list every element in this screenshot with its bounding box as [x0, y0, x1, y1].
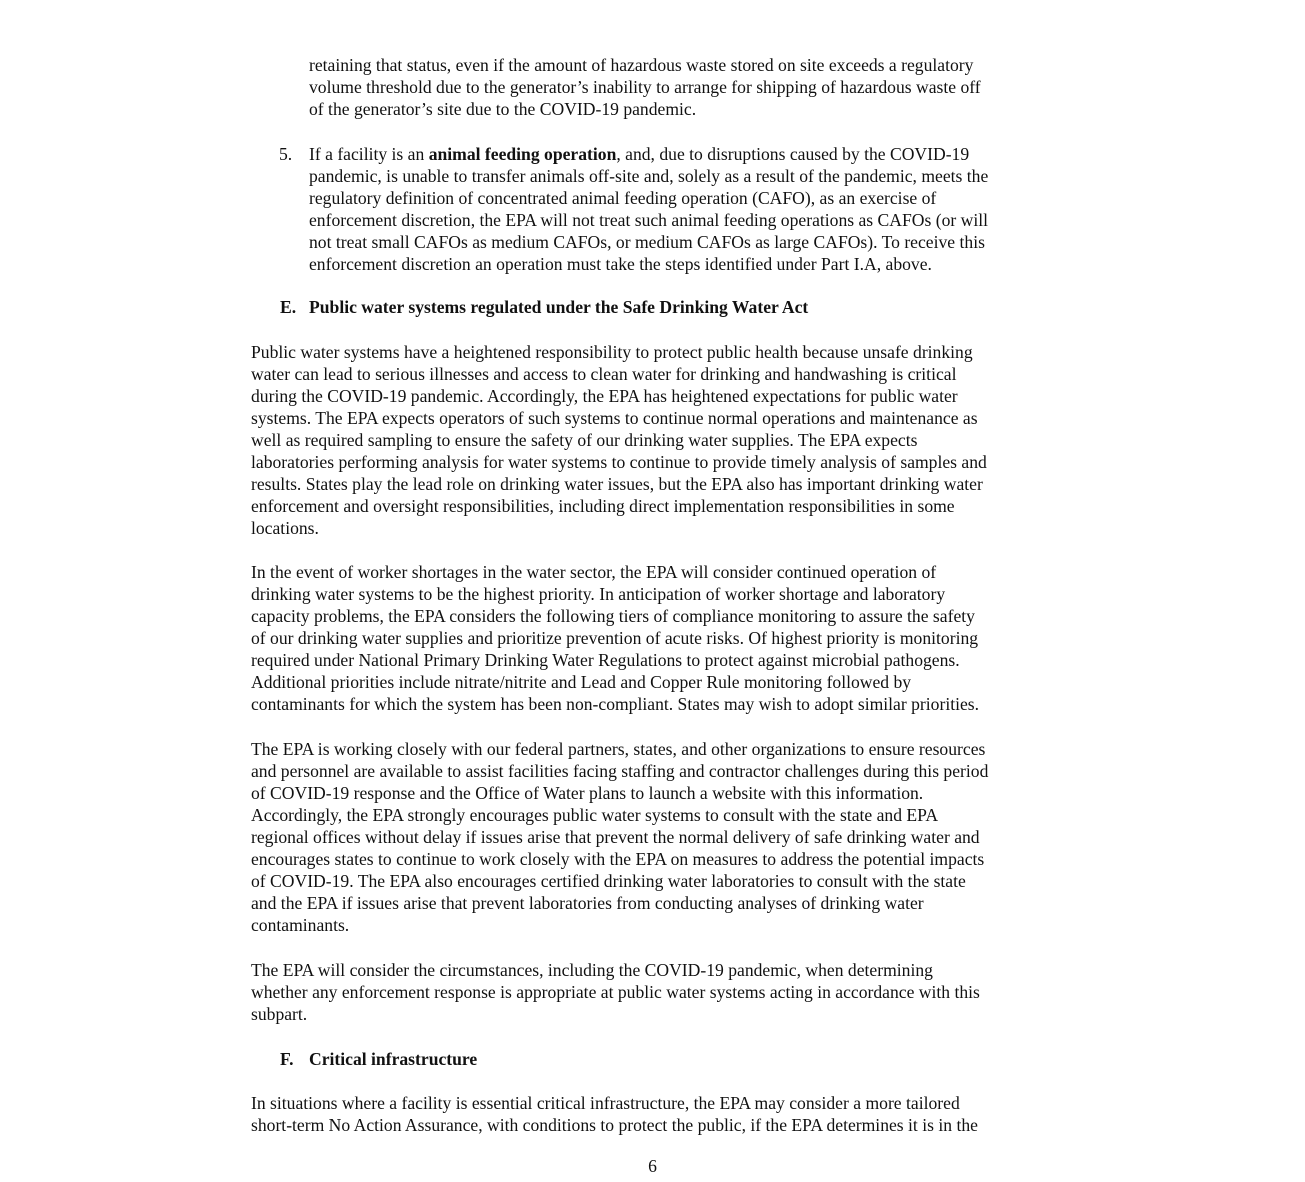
text-line: pandemic, is unable to transfer animals off-site and, solely as a result of the pandemic, meets the — [309, 166, 989, 186]
text-line: contaminants for which the system has been non-compliant. States may wish to adopt similar priorities. — [251, 694, 980, 714]
text-line: well as required sampling to ensure the safety of our drinking water supplies. The EPA expects — [251, 430, 918, 450]
bold-term: animal feeding operation — [428, 144, 617, 164]
paragraph — [251, 959, 980, 1025]
section-title: Public water systems regulated under the Safe Drinking Water Act — [309, 297, 809, 317]
text-line: contaminants. — [251, 915, 350, 935]
text-line: capacity problems, the EPA considers the following tiers of compliance monitoring to assure the safety — [251, 606, 975, 626]
text-line: In the event of worker shortages in the water sector, the EPA will consider continued operation of — [251, 562, 937, 582]
text-line: regional offices without delay if issues arise that prevent the normal delivery of safe drinking water and — [251, 827, 980, 847]
section-letter: F. — [280, 1049, 294, 1069]
text-line: during the COVID-19 pandemic. Accordingly, the EPA has heightened expectations for public water — [251, 386, 958, 406]
text-line: volume threshold due to the generator’s inability to arrange for shipping of hazardous waste off — [309, 77, 981, 97]
text-run: , and, due to disruptions caused by the COVID-19 — [616, 144, 970, 164]
text-line: results. States play the lead role on drinking water issues, but the EPA also has important drinking water — [251, 474, 983, 494]
text-line: enforcement discretion an operation must take the steps identified under Part I.A, above. — [309, 254, 932, 274]
text-line: retaining that status, even if the amount of hazardous waste stored on site exceeds a regulatory — [309, 55, 974, 75]
text-line: The EPA will consider the circumstances, including the COVID-19 pandemic, when determining — [251, 960, 933, 980]
text-line: Public water systems have a heightened responsibility to protect public health because unsafe drinking — [251, 342, 973, 362]
page-number: 6 — [648, 1156, 657, 1176]
list-number: 5. — [279, 144, 293, 164]
text-line: The EPA is working closely with our federal partners, states, and other organizations to ensure resources — [251, 739, 986, 759]
list-item-body — [309, 143, 988, 275]
paragraph — [251, 341, 987, 539]
text-line: of COVID-19 response and the Office of Water plans to launch a website with this information. — [251, 783, 924, 803]
text-line: of our drinking water supplies and prioritize prevention of acute risks. Of highest priority is monitoring — [251, 628, 979, 648]
text-line: Additional priorities include nitrate/nitrite and Lead and Copper Rule monitoring followed by — [251, 672, 912, 692]
text-line — [309, 143, 988, 165]
text-line: encourages states to continue to work closely with the EPA on measures to address the potential impacts — [251, 849, 985, 869]
text-line: locations. — [251, 518, 319, 538]
section-title: Critical infrastructure — [309, 1049, 478, 1069]
text-line: Accordingly, the EPA strongly encourages public water systems to consult with the state and EPA — [251, 805, 939, 825]
text-line: In situations where a facility is essential critical infrastructure, the EPA may consider a more tailored — [251, 1093, 960, 1113]
list-item-4-continuation — [309, 54, 981, 120]
text-line: regulatory definition of concentrated animal feeding operation (CAFO), as an exercise of — [309, 188, 937, 208]
text-run: If a facility is an — [309, 144, 429, 164]
text-line: water can lead to serious illnesses and access to clean water for drinking and handwashing is critical — [251, 364, 957, 384]
paragraph — [251, 561, 979, 715]
section-heading-f — [280, 1048, 477, 1070]
text-line: enforcement discretion, the EPA will not treat such animal feeding operations as CAFOs (or will — [309, 210, 989, 230]
paragraph — [251, 738, 988, 936]
text-line: subpart. — [251, 1004, 308, 1024]
section-heading-e — [280, 296, 808, 318]
paragraph — [251, 1092, 978, 1136]
text-line: drinking water systems to be the highest priority. In anticipation of worker shortage and laboratory — [251, 584, 946, 604]
text-line: enforcement and oversight responsibilities, including direct implementation responsibilities in some — [251, 496, 955, 516]
text-line: of COVID-19. The EPA also encourages certified drinking water laboratories to consult with the state — [251, 871, 966, 891]
text-line: and personnel are available to assist facilities facing staffing and contractor challenges during this period — [251, 761, 989, 781]
text-line: required under National Primary Drinking Water Regulations to protect against microbial pathogens. — [251, 650, 960, 670]
text-line: and the EPA if issues arise that prevent laboratories from conducting analyses of drinking water — [251, 893, 924, 913]
text-line: of the generator’s site due to the COVID-19 pandemic. — [309, 99, 697, 119]
text-line: systems. The EPA expects operators of such systems to continue normal operations and maintenance as — [251, 408, 978, 428]
text-line: short-term No Action Assurance, with conditions to protect the public, if the EPA determines it is in the — [251, 1115, 978, 1135]
section-letter: E. — [280, 297, 297, 317]
text-line: whether any enforcement response is appropriate at public water systems acting in accordance with this — [251, 982, 980, 1002]
text-line: laboratories performing analysis for water systems to continue to provide timely analysis of samples and — [251, 452, 987, 472]
text-line: not treat small CAFOs as medium CAFOs, or medium CAFOs as large CAFOs). To receive this — [309, 232, 985, 252]
